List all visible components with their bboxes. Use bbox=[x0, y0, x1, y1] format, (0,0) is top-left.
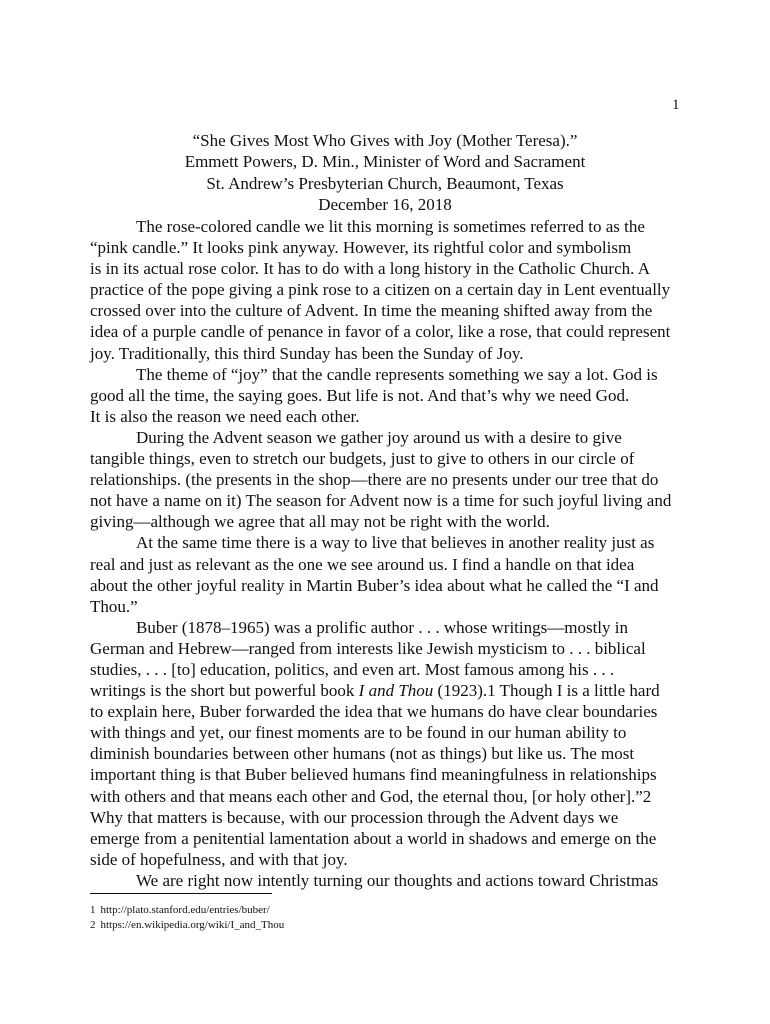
footnote-2 bbox=[90, 918, 680, 933]
body-line: not have a name on it) The season for Advent now is a time for such joyful living and bbox=[90, 491, 672, 511]
body-line: idea of a purple candle of penance in favor of a color, like a rose, that could represent bbox=[90, 322, 671, 342]
sermon-body bbox=[90, 216, 680, 891]
body-line: The theme of “joy” that the candle represents something we say a lot. God is bbox=[136, 364, 658, 384]
church-line: St. Andrew’s Presbyterian Church, Beaumont, Texas bbox=[206, 173, 564, 193]
body-line: practice of the pope giving a pink rose to a citizen on a certain day in Lent eventually bbox=[90, 280, 671, 300]
body-line: about the other joyful reality in Martin Buber’s idea about what he called the “I and bbox=[90, 575, 659, 595]
body-line: At the same time there is a way to live that believes in another reality just as bbox=[136, 533, 655, 553]
body-line: studies, . . . [to] education, politics, and even art. Most famous among his . . . bbox=[90, 659, 615, 679]
body-line: Buber (1878–1965) was a prolific author . . . whose writings—mostly in bbox=[136, 617, 628, 637]
body-line: German and Hebrew—ranged from interests like Jewish mysticism to . . . biblical bbox=[90, 638, 646, 658]
footnote-number: 1 bbox=[90, 904, 96, 916]
body-line: joy. Traditionally, this third Sunday has been the Sunday of Joy. bbox=[90, 343, 524, 363]
paragraph-christmas bbox=[90, 870, 680, 891]
body-line: During the Advent season we gather joy around us with a desire to give bbox=[136, 427, 622, 447]
body-line: with things and yet, our finest moments are to be found in our human ability to bbox=[90, 723, 627, 743]
body-line: We are right now intently turning our thoughts and actions toward Christmas bbox=[136, 870, 659, 890]
text-segment: (1923).1 Though I is a little hard bbox=[433, 681, 660, 701]
paragraph-theme-of-joy bbox=[90, 364, 680, 427]
date-line: December 16, 2018 bbox=[318, 194, 452, 214]
body-line: The rose-colored candle we lit this morning is sometimes referred to as the bbox=[136, 217, 645, 236]
body-line: tangible things, even to stretch our budgets, just to give to others in our circle of bbox=[90, 449, 635, 469]
body-line: crossed over into the culture of Advent. In time the meaning shifted away from the bbox=[90, 301, 653, 321]
body-line: real and just as relevant as the one we see around us. I find a handle on that idea bbox=[90, 554, 635, 574]
footnotes bbox=[90, 903, 680, 933]
body-line: “pink candle.” It looks pink anyway. However, its rightful color and symbolism bbox=[90, 238, 632, 258]
footnote-1 bbox=[90, 903, 680, 918]
text-segment: writings is the short but powerful book bbox=[90, 681, 359, 701]
body-line: Thou.” bbox=[90, 596, 138, 616]
body-line: important thing is that Buber believed humans find meaningfulness in relationships bbox=[90, 765, 657, 785]
body-line: to explain here, Buber forwarded the idea that we humans do have clear boundaries bbox=[90, 702, 658, 722]
paragraph-buber bbox=[90, 617, 680, 870]
paragraph-another-reality bbox=[90, 532, 680, 616]
body-line: It is also the reason we need each other. bbox=[90, 406, 360, 426]
book-title: I and Thou bbox=[358, 681, 434, 701]
body-line: is in its actual rose color. It has to do with a long history in the Catholic Church. A bbox=[90, 259, 650, 279]
sermon-header bbox=[90, 130, 680, 215]
sermon-title: “She Gives Most Who Gives with Joy (Mother Teresa).” bbox=[192, 131, 578, 150]
body-line: relationships. (the presents in the shop—there are no presents under our tree that do bbox=[90, 470, 659, 490]
body-line: giving—although we agree that all may not be right with the world. bbox=[90, 512, 550, 532]
paragraph-rose-candle bbox=[90, 216, 680, 364]
body-line-with-book-title bbox=[90, 680, 680, 701]
body-line: with others and that means each other and God, the eternal thou, [or holy other].”2 bbox=[90, 786, 652, 806]
body-line: side of hopefulness, and with that joy. bbox=[90, 849, 348, 869]
paragraph-advent-season bbox=[90, 427, 680, 532]
page-number: 1 bbox=[672, 97, 680, 113]
footnote-number: 2 bbox=[90, 919, 96, 931]
body-line: Why that matters is because, with our procession through the Advent days we bbox=[90, 807, 619, 827]
footnote-divider bbox=[90, 893, 272, 894]
body-line: good all the time, the saying goes. But life is not. And that’s why we need God. bbox=[90, 385, 630, 405]
body-line: emerge from a penitential lamentation about a world in shadows and emerge on the bbox=[90, 828, 657, 848]
author-line: Emmett Powers, D. Min., Minister of Word and Sacrament bbox=[184, 152, 586, 172]
footnote-link[interactable]: http://plato.stanford.edu/entries/buber/ bbox=[100, 904, 270, 916]
footnote-link[interactable]: https://en.wikipedia.org/wiki/I_and_Thou bbox=[100, 919, 285, 931]
body-line: diminish boundaries between other humans (not as things) but like us. The most bbox=[90, 744, 635, 764]
